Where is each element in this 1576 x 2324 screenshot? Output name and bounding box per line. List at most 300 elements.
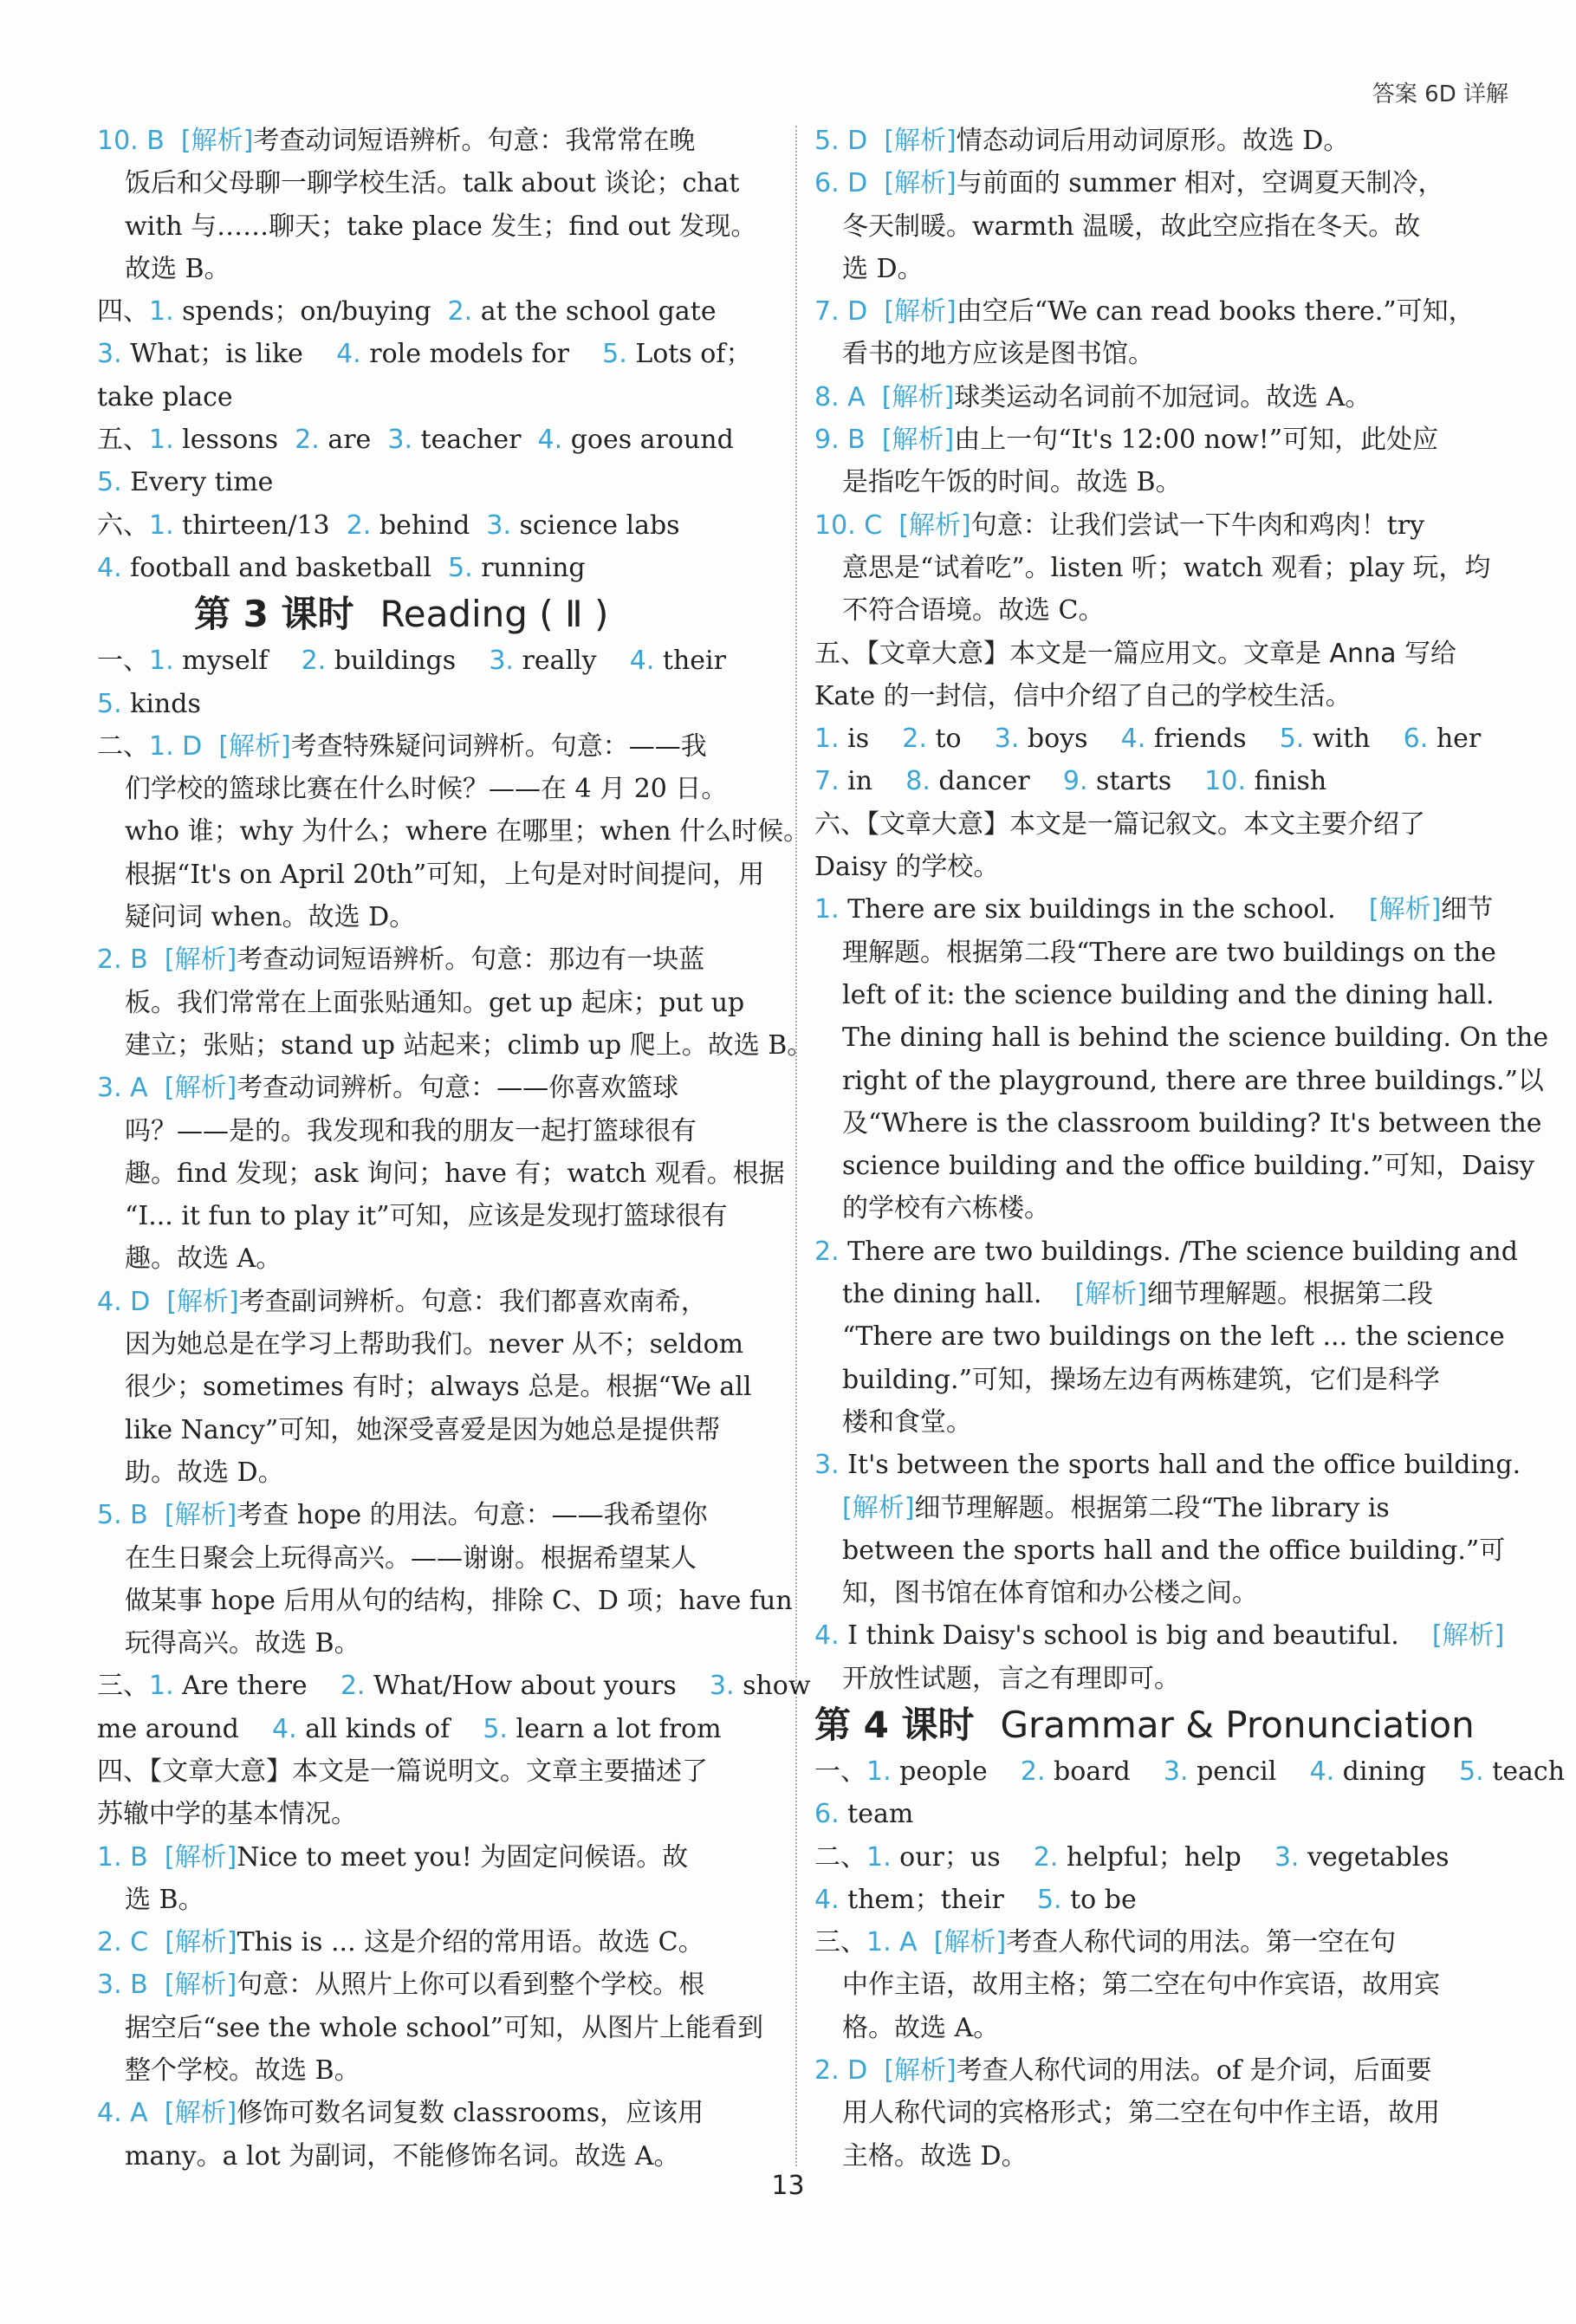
item-number: 1. <box>149 425 174 456</box>
answer-line <box>97 1622 790 1665</box>
answer-text: What；is like <box>121 339 337 370</box>
answer-text: 据空后“see the whole school”可知，从图片上能看到 <box>125 2012 763 2043</box>
answer-line <box>814 1529 1508 1572</box>
answer-line <box>97 768 790 810</box>
section-marker: 二、 <box>814 1841 866 1873</box>
answer-text: 建立；张贴；stand up 站起来；climb up 爬上。故选 B。 <box>125 1029 814 1061</box>
analysis-tag: [解析] <box>884 168 957 199</box>
item-number: 2. <box>301 646 327 677</box>
answer-text: right of the playground, there are three buildings.”以 <box>842 1065 1544 1096</box>
item-number: 2. B <box>97 945 148 976</box>
answer-line <box>97 1195 790 1237</box>
answer-text: goes around <box>562 425 734 456</box>
answer-text: like Nancy”可知，她深受喜爱是因为她总是提供帮 <box>125 1414 721 1445</box>
item-number: 2. <box>340 1671 366 1702</box>
answer-text: 考查动词短语辨析。句意：那边有一块蓝 <box>237 945 705 976</box>
answer-text: kinds <box>121 688 201 719</box>
answer-text: The dining hall is behind the science building. On the <box>842 1022 1549 1054</box>
answer-line <box>814 1359 1508 1401</box>
answer-line <box>814 760 1508 802</box>
item-number: 5. D <box>814 126 868 156</box>
answer-text: board <box>1045 1756 1164 1787</box>
answer-text: “I... it fun to play it”可知，应该是发现打篮球很有 <box>125 1201 728 1232</box>
answer-text: 格。故选 A。 <box>842 2012 1000 2043</box>
answer-text: friends <box>1145 724 1280 755</box>
analysis-tag: [解析] <box>166 1286 239 1317</box>
section-marker: 五、 <box>97 425 149 456</box>
answer-text: 由空后“We can read books there.”可知， <box>956 296 1475 328</box>
answer-text: 及“Where is the classroom building? It's between the <box>842 1107 1542 1139</box>
analysis-tag: [解析] <box>898 510 971 541</box>
answer-text: 句意：从照片上你可以看到整个学校。根 <box>237 1970 705 2001</box>
analysis-tag: [解析] <box>1431 1620 1505 1652</box>
answer-line <box>814 1921 1508 1964</box>
page-number: 13 <box>771 2171 805 2201</box>
answer-text: 细节理解题。根据第二段 <box>1146 1279 1433 1310</box>
answer-line <box>814 1487 1508 1529</box>
answer-line <box>97 1152 790 1195</box>
answer-line <box>97 1409 790 1451</box>
item-number: 6. <box>814 1799 840 1830</box>
answer-line <box>97 1793 790 1835</box>
answer-line <box>814 846 1508 888</box>
item-number: 9. B <box>814 425 866 456</box>
answer-text <box>148 1073 165 1103</box>
item-number: 3. <box>489 646 514 677</box>
item-number: 3. <box>97 339 122 370</box>
lesson-title <box>814 1700 1508 1750</box>
answer-text: are <box>319 425 388 456</box>
item-number: 5. <box>448 552 473 583</box>
item-number: 5. <box>1279 724 1305 755</box>
answer-text: 的学校有六栋楼。 <box>842 1193 1050 1224</box>
answer-line <box>814 1793 1508 1835</box>
item-number: 6. <box>1403 724 1429 755</box>
answer-line <box>814 461 1508 503</box>
answer-text: There are two buildings. /The science building and <box>839 1236 1518 1267</box>
answer-line <box>814 932 1508 974</box>
answer-line <box>814 2092 1508 2134</box>
answer-text: helpful；help <box>1058 1841 1274 1873</box>
analysis-tag: [解析] <box>165 1927 237 1958</box>
answer-line <box>97 1537 790 1580</box>
answer-text: 句意：让我们尝试一下牛肉和鸡肉！try <box>970 510 1425 541</box>
answer-text: 助。故选 D。 <box>125 1457 284 1488</box>
answer-text <box>148 1927 165 1957</box>
answer-text: to be <box>1061 1884 1137 1915</box>
item-number: 4. <box>814 1884 840 1915</box>
item-number: 4. <box>629 646 655 677</box>
answer-text <box>148 2098 165 2128</box>
answer-text: them；their <box>839 1884 1037 1915</box>
analysis-tag: [解析] <box>164 1841 237 1873</box>
item-number: 2. <box>447 296 473 328</box>
section-marker: 一、 <box>97 646 149 677</box>
answer-line <box>97 1750 790 1793</box>
section-marker: 二、 <box>97 730 149 762</box>
item-number: 4. A <box>97 2098 148 2129</box>
answer-line <box>97 1879 790 1921</box>
item-number: 1. <box>149 510 174 541</box>
answer-text: 细节理解题。根据第二段“The library is <box>914 1492 1390 1523</box>
answer-text: 用人称代词的宾格形式；第二空在句中作主语，故用 <box>842 2098 1440 2129</box>
answer-text: 吗？——是的。我发现和我的朋友一起打篮球很有 <box>125 1115 697 1146</box>
analysis-tag: [解析] <box>881 381 955 412</box>
answer-text: many。a lot 为副词，不能修饰名词。故选 A。 <box>125 2140 680 2171</box>
lesson-title-en: Grammar & Pronunciation <box>1000 1703 1475 1746</box>
item-number: 2. <box>1033 1841 1059 1873</box>
answer-line <box>814 120 1508 162</box>
answer-line <box>814 2007 1508 2049</box>
answer-line <box>97 2092 790 2134</box>
answer-text: 因为她总是在学习上帮助我们。never 从不；seldom <box>125 1329 744 1360</box>
answer-text: 考查动词辨析。句意：——你喜欢篮球 <box>237 1073 679 1104</box>
answer-line <box>814 1102 1542 1145</box>
analysis-tag: [解析] <box>218 730 291 762</box>
answer-line <box>97 2007 790 2049</box>
item-number: 6. D <box>814 168 868 199</box>
answer-line <box>97 639 790 682</box>
answer-line <box>814 974 1508 1016</box>
answer-line <box>97 810 810 853</box>
answer-text: people <box>891 1756 1021 1787</box>
item-number: 1. B <box>97 1841 148 1873</box>
analysis-tag: [解析] <box>881 425 955 456</box>
lesson-title-cn: 第 4 课时 <box>814 1703 975 1746</box>
answer-text: 考查 hope 的用法。句意：——我希望你 <box>237 1500 708 1531</box>
item-number: 1. <box>866 1841 892 1873</box>
answer-text: 选 D。 <box>842 253 924 284</box>
item-number: 5. <box>1459 1756 1484 1787</box>
answer-line <box>814 1315 1508 1358</box>
item-number: 10. C <box>814 510 883 541</box>
answer-text: 楼和食堂。 <box>842 1406 972 1438</box>
item-number: 2. <box>295 425 320 456</box>
item-number: 4. <box>814 1620 840 1652</box>
answer-text: really <box>513 646 630 677</box>
answer-text: It's between the sports hall and the office building. <box>839 1450 1521 1481</box>
answer-text <box>148 1970 165 2000</box>
answer-line <box>814 1145 1534 1187</box>
answer-text: myself <box>173 646 302 677</box>
answer-text: 趣。故选 A。 <box>125 1243 282 1275</box>
answer-text <box>866 382 882 412</box>
answer-text <box>150 1287 166 1317</box>
answer-text: I think Daisy's school is big and beautiful. <box>839 1620 1432 1652</box>
answer-line <box>97 1921 790 1964</box>
answer-line <box>97 248 790 290</box>
item-number: 7. D <box>814 296 868 328</box>
answer-text: with <box>1304 724 1404 755</box>
item-number: 2. C <box>97 1927 149 1958</box>
section-marker: 三、 <box>814 1927 866 1958</box>
item-number: 5. <box>602 339 627 370</box>
answer-line <box>814 1273 1508 1315</box>
answer-text: 饭后和父母聊一聊学校生活。talk about 谈论；chat <box>125 168 740 199</box>
answer-line <box>97 205 790 248</box>
answer-text: Are there <box>173 1671 340 1702</box>
answer-text: buildings <box>326 646 490 677</box>
answer-text: Nice to meet you! 为固定问候语。故 <box>237 1841 689 1873</box>
answer-line <box>97 938 790 981</box>
item-number: 1. <box>149 646 174 677</box>
answer-text: 细节 <box>1441 894 1494 925</box>
answer-text: 考查副词辨析。句意：我们都喜欢南希， <box>238 1286 707 1317</box>
answer-line <box>97 461 790 503</box>
answer-line <box>814 717 1508 760</box>
answer-text: building.”可知，操场左边有两栋建筑，它们是科学 <box>842 1364 1440 1395</box>
answer-text: 情态动词后用动词原形。故选 D。 <box>956 126 1350 156</box>
answer-text: 选 B。 <box>125 1884 204 1915</box>
answer-text <box>202 731 218 762</box>
answer-text <box>918 1927 934 1957</box>
item-number: 7. <box>814 766 840 797</box>
answer-text <box>867 126 884 156</box>
answer-line <box>97 683 790 725</box>
answer-line <box>97 504 790 547</box>
answer-text <box>867 2055 884 2086</box>
item-number: 3. B <box>97 1970 148 2001</box>
item-number: 1. A <box>866 1927 918 1958</box>
answer-line <box>97 2049 790 2092</box>
answer-line <box>814 1750 1566 1793</box>
section-marker: 五、【文章大意】本文是一篇应用文。文章是 Anna 写给 <box>814 638 1457 669</box>
item-number: 8. A <box>814 381 866 412</box>
answer-line <box>814 1187 1508 1230</box>
answer-text <box>148 1842 165 1873</box>
item-number: 3. <box>709 1671 735 1702</box>
answer-line <box>814 1836 1508 1879</box>
answer-line <box>97 725 790 768</box>
item-number: 10. <box>1204 766 1247 797</box>
analysis-tag: [解析] <box>164 1500 237 1531</box>
answer-line <box>814 333 1508 375</box>
answer-text <box>165 126 181 156</box>
section-marker: 四、 <box>97 296 149 328</box>
answer-text: finish <box>1246 766 1327 797</box>
answer-text: team <box>839 1799 914 1830</box>
item-number: 2. D <box>814 2055 868 2087</box>
answer-line <box>814 803 1508 846</box>
item-number: 5. <box>97 688 122 719</box>
answer-line <box>97 120 790 162</box>
header-label: 答案 6D 详解 <box>1372 81 1508 107</box>
answer-text: take place <box>97 381 233 412</box>
answer-line <box>97 1964 790 2006</box>
answer-line <box>97 1067 790 1109</box>
answer-text: science building and the office building.”可知，Daisy <box>842 1151 1534 1182</box>
answer-text: 与前面的 summer 相对，空调夏天制冷， <box>956 168 1444 199</box>
item-number: 4. D <box>97 1286 151 1317</box>
answer-line <box>97 896 790 938</box>
left-column <box>97 120 814 2178</box>
answer-text <box>148 945 165 975</box>
answer-text: starts <box>1087 766 1205 797</box>
analysis-tag: [解析] <box>1368 894 1442 925</box>
item-number: 3. <box>387 425 412 456</box>
answer-text: in <box>839 766 906 797</box>
item-number: 5. <box>1036 1884 1062 1915</box>
answer-text: Lots of； <box>626 339 752 370</box>
section-marker: 六、【文章大意】本文是一篇记叙文。本文主要介绍了 <box>814 808 1425 840</box>
column-divider <box>795 126 797 2166</box>
section-marker: 六、 <box>97 510 149 541</box>
analysis-tag: [解析] <box>884 296 957 328</box>
answer-text: 整个学校。故选 B。 <box>125 2055 360 2087</box>
answer-line <box>814 419 1508 461</box>
item-number: 3. <box>1163 1756 1189 1787</box>
answer-line <box>814 504 1508 547</box>
item-number: 10. B <box>97 126 165 156</box>
answer-line <box>97 982 790 1024</box>
analysis-tag: [解析] <box>933 1927 1007 1958</box>
answer-line <box>97 1323 790 1366</box>
answer-text: thirteen/13 <box>173 510 347 541</box>
analysis-tag: [解析] <box>842 1492 915 1523</box>
answer-line <box>814 888 1508 931</box>
answer-text: 做某事 hope 后用从句的结构，排除 C、D 项；have fun <box>125 1585 793 1616</box>
answer-line <box>97 162 790 204</box>
answer-line <box>814 1614 1508 1657</box>
answer-text: 知，图书馆在体育馆和办公楼之间。 <box>842 1578 1258 1609</box>
item-number: 2. <box>346 510 372 541</box>
answer-line <box>97 1110 790 1152</box>
answer-line <box>97 419 790 461</box>
answer-line <box>814 1060 1544 1102</box>
answer-text: 是指吃午饭的时间。故选 B。 <box>842 467 1182 498</box>
answer-line <box>97 1281 790 1323</box>
answer-text: 们学校的篮球比赛在什么时候？——在 4 月 20 日。 <box>125 774 728 805</box>
answer-line <box>97 333 790 375</box>
section-marker: 三、 <box>97 1671 149 1702</box>
answer-text <box>148 1500 165 1530</box>
answer-line <box>97 1665 811 1707</box>
answer-line <box>814 1964 1508 2006</box>
right-column <box>814 120 1566 2178</box>
item-number: 4. <box>97 552 122 583</box>
lesson-title <box>97 589 790 639</box>
answer-text: 修饰可数名词复数 classrooms，应该用 <box>237 2098 704 2129</box>
answer-text: to <box>926 724 995 755</box>
answer-text <box>866 425 882 455</box>
answer-text: This is ... 这是介绍的常用语。故选 C。 <box>237 1927 704 1958</box>
lesson-title-en: Reading ( Ⅱ ) <box>379 593 609 636</box>
answer-text: with 与……聊天；take place 发生；find out 发现。 <box>125 211 757 242</box>
answer-text: lessons <box>173 425 295 456</box>
answer-line <box>814 1401 1508 1444</box>
answer-text: 意思是“试着吃”。listen 听；watch 观看；play 玩，均 <box>842 552 1491 583</box>
answer-text: 根据“It's on April 20th”可知，上句是对时间提问，用 <box>125 859 765 890</box>
analysis-tag: [解析] <box>1074 1279 1147 1310</box>
answer-line <box>97 854 790 896</box>
answer-text: 苏辙中学的基本情况。 <box>97 1799 357 1830</box>
answer-text: dining <box>1334 1756 1460 1787</box>
item-number: 4. <box>1120 724 1146 755</box>
answer-text: our；us <box>891 1841 1034 1873</box>
analysis-tag: [解析] <box>164 2098 237 2129</box>
answer-text: 主格。故选 D。 <box>842 2140 1028 2171</box>
analysis-tag: [解析] <box>164 1970 237 2001</box>
section-marker: 四、【文章大意】本文是一篇说明文。文章主要描述了 <box>97 1756 708 1787</box>
answer-line <box>814 1230 1518 1273</box>
answer-text: 冬天制暖。warmth 温暖，故此空应指在冬天。故 <box>842 211 1421 242</box>
answer-text: dancer <box>930 766 1063 797</box>
answer-text <box>867 296 884 327</box>
item-number: 3. <box>1274 1841 1300 1873</box>
answer-text: behind <box>371 510 487 541</box>
answer-line <box>97 1366 790 1408</box>
answer-line <box>814 547 1508 589</box>
answer-text <box>882 510 898 541</box>
answer-text: left of it: the science building and the dining hall. <box>842 979 1495 1010</box>
answer-text: 玩得高兴。故选 B。 <box>125 1628 360 1659</box>
answer-text: football and basketball <box>121 552 449 583</box>
answer-line <box>814 1572 1508 1614</box>
answer-text: vegetables <box>1299 1841 1450 1873</box>
answer-text: 理解题。根据第二段“There are two buildings on the <box>842 937 1496 968</box>
item-number: 4. <box>537 425 563 456</box>
answer-line <box>814 1879 1508 1921</box>
analysis-tag: [解析] <box>884 126 957 156</box>
answer-line <box>814 675 1508 717</box>
item-number: 1. <box>866 1756 892 1787</box>
answer-line <box>97 547 790 589</box>
answer-text: 故选 B。 <box>125 253 230 284</box>
answer-text: 板。我们常常在上面张贴通知。get up 起床；put up <box>125 987 745 1018</box>
answer-line <box>814 376 1508 419</box>
item-number: 2. <box>814 1236 840 1267</box>
answer-line <box>814 162 1508 204</box>
answer-text <box>867 168 884 198</box>
answer-text: 很少；sometimes 有时；always 总是。根据“We all <box>125 1372 752 1403</box>
answer-line <box>97 1024 814 1067</box>
item-number: 1. <box>149 1671 174 1702</box>
section-marker: 一、 <box>814 1756 866 1787</box>
answer-text: 看书的地方应该是图书馆。 <box>842 339 1154 370</box>
answer-text: 球类运动名词前不加冠词。故选 A。 <box>954 381 1372 412</box>
item-number: 3. <box>994 724 1020 755</box>
answer-text: 在生日聚会上玩得高兴。——谢谢。根据希望某人 <box>125 1542 697 1574</box>
item-number: 1. <box>814 724 840 755</box>
answer-line <box>97 290 790 333</box>
answer-line <box>97 376 790 419</box>
answer-text: their <box>654 646 726 677</box>
answer-text: between the sports hall and the office building.”可 <box>842 1535 1506 1566</box>
answer-line <box>814 589 1508 632</box>
answer-text: at the school gate <box>472 296 717 328</box>
answer-text: the dining hall. <box>842 1279 1075 1310</box>
item-number: 4. <box>1309 1756 1335 1787</box>
item-number: 5. <box>483 1713 508 1744</box>
item-number: 3. A <box>97 1073 148 1104</box>
answer-text: teach <box>1483 1756 1566 1787</box>
answer-text: role models for <box>360 339 603 370</box>
answer-text: show <box>734 1671 811 1702</box>
answer-line <box>814 2049 1508 2092</box>
answer-text: 考查人称代词的用法。of 是介词，后面要 <box>956 2055 1432 2087</box>
answer-text: running <box>472 552 586 583</box>
answer-text: her <box>1428 724 1482 755</box>
answer-line <box>97 1451 790 1494</box>
answer-line <box>97 1708 790 1750</box>
item-number: 8. <box>905 766 931 797</box>
answer-text: who 谁；why 为什么；where 在哪里；when 什么时候。 <box>125 816 810 847</box>
item-number: 4. <box>336 339 361 370</box>
answer-text: pencil <box>1188 1756 1310 1787</box>
answer-text: 由上一句“It's 12:00 now!”可知，此处应 <box>954 425 1439 456</box>
answer-line <box>97 1580 793 1622</box>
answer-line <box>97 1237 790 1280</box>
